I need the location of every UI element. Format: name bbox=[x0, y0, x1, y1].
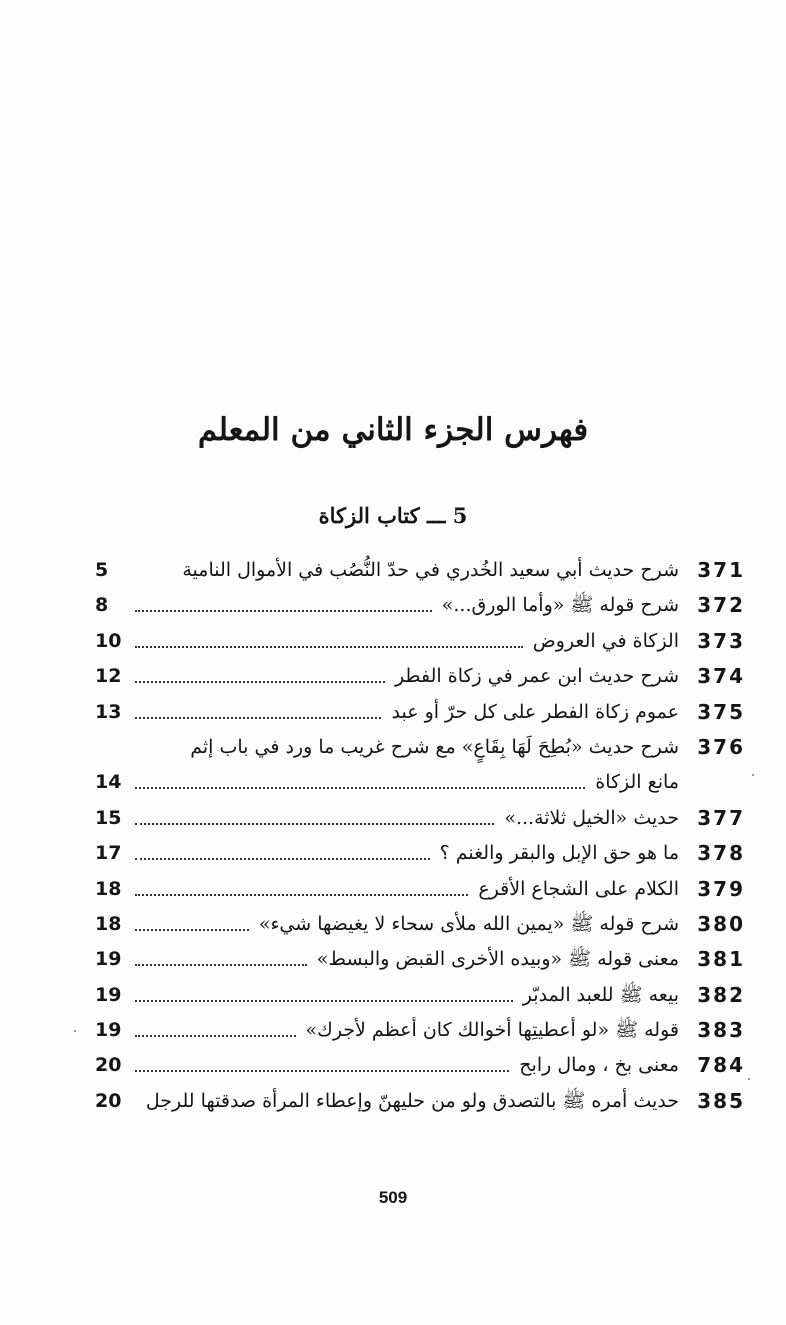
entry-number: 377 bbox=[697, 805, 745, 830]
dot-leader bbox=[135, 858, 430, 860]
entry-page: 12 bbox=[95, 665, 122, 688]
entry-number: 371 bbox=[697, 558, 745, 582]
entry-page: 10 bbox=[95, 629, 122, 652]
entry-title-line bbox=[131, 1048, 679, 1082]
entry-title-line bbox=[131, 801, 679, 835]
entry-page: 20 bbox=[95, 1089, 122, 1112]
toc-entry bbox=[95, 588, 745, 623]
entry-title-line bbox=[131, 765, 679, 799]
entry-title: شرح حديث أبي سعيد الخُدري في حدّ النُّصُب في الأموال النامية bbox=[182, 559, 679, 581]
entry-title: مانع الزكاة bbox=[595, 771, 679, 794]
page-title: فهرس الجزء الثاني من المعلم bbox=[197, 412, 589, 448]
page-number: 509 bbox=[378, 1188, 408, 1207]
dot-leader bbox=[135, 610, 432, 612]
dot-leader bbox=[135, 894, 468, 896]
entry-title: الزكاة في العروض bbox=[532, 629, 679, 652]
entry-page: 18 bbox=[95, 877, 122, 900]
scan-speck bbox=[748, 1078, 750, 1080]
entry-number: 373 bbox=[697, 628, 745, 653]
entry-title-line bbox=[131, 942, 679, 976]
entry-page: 15 bbox=[95, 806, 122, 829]
entry-number: 372 bbox=[697, 593, 745, 618]
entry-title-line bbox=[131, 730, 679, 764]
entry-title: معنى بخ ، ومال رابح bbox=[519, 1054, 679, 1077]
dot-leader bbox=[135, 1035, 296, 1037]
entry-number: 379 bbox=[697, 876, 745, 901]
dot-leader bbox=[135, 1000, 513, 1002]
entry-title-line bbox=[131, 1013, 679, 1047]
toc-entry bbox=[95, 553, 745, 588]
toc-entry bbox=[95, 1084, 745, 1119]
toc-entry bbox=[95, 1048, 745, 1083]
entry-page: 19 bbox=[95, 983, 122, 1006]
toc-entry bbox=[95, 907, 745, 942]
toc-entry bbox=[95, 659, 745, 694]
entry-number: 381 bbox=[697, 947, 745, 972]
entry-title: ما هو حق الإبل والبقر والغنم ؟ bbox=[439, 842, 679, 865]
entry-page: 19 bbox=[95, 948, 122, 971]
entry-number: 784 bbox=[697, 1053, 745, 1078]
entry-title: شرح حديث «بُطِحَ لَهَا بِقَاعٍ» مع شرح غريب ما ورد في باب إثم bbox=[190, 735, 679, 758]
entry-page: 20 bbox=[95, 1054, 122, 1077]
entry-title-line bbox=[131, 659, 679, 693]
entry-title: شرح قوله ﷺ «وأما الورق...» bbox=[441, 594, 679, 617]
entry-number: 378 bbox=[697, 841, 745, 866]
entry-page: 19 bbox=[95, 1019, 122, 1042]
entry-title: حديث «الخيل ثلاثة...» bbox=[504, 806, 679, 829]
dot-leader bbox=[135, 717, 381, 719]
entry-number: 376 bbox=[697, 734, 745, 759]
section-heading: 5 ـــ كتاب الزكاة bbox=[318, 503, 468, 528]
dot-leader bbox=[135, 964, 307, 966]
entry-number: 383 bbox=[697, 1018, 745, 1043]
toc-entry bbox=[95, 624, 745, 659]
entry-number: 380 bbox=[697, 911, 745, 936]
toc-entry bbox=[95, 1013, 745, 1048]
entry-page: 5 bbox=[95, 559, 109, 581]
entry-title-line bbox=[131, 624, 679, 658]
entry-number: 382 bbox=[697, 982, 745, 1007]
toc-entry bbox=[95, 942, 745, 977]
entry-title-line bbox=[131, 907, 679, 941]
dot-leader bbox=[135, 823, 494, 825]
entry-page: 17 bbox=[95, 842, 122, 865]
entry-number: 385 bbox=[697, 1088, 745, 1113]
toc-entry bbox=[95, 872, 745, 907]
entry-title: حديث أمره ﷺ بالتصدق ولو من حليهنّ وإعطاء المرأة صدقتها للرجل bbox=[145, 1089, 679, 1112]
dot-leader bbox=[135, 646, 523, 648]
entry-title-line bbox=[131, 872, 679, 906]
entry-page: 8 bbox=[95, 594, 109, 617]
entry-title-line bbox=[131, 836, 679, 870]
entry-number: 375 bbox=[697, 699, 745, 724]
toc-entry bbox=[95, 836, 745, 871]
entry-title: الكلام على الشجاع الأقرع bbox=[478, 877, 679, 900]
entry-number: 374 bbox=[697, 664, 745, 689]
entry-title: بيعه ﷺ للعبد المدبّر bbox=[522, 983, 679, 1006]
entry-title-line bbox=[131, 588, 679, 622]
scan-speck bbox=[752, 774, 754, 776]
dot-leader bbox=[135, 929, 249, 931]
toc-entry bbox=[95, 978, 745, 1013]
entry-page: 14 bbox=[95, 771, 122, 794]
toc-entry bbox=[95, 801, 745, 836]
entry-title-line bbox=[131, 1084, 679, 1118]
entry-title: عموم زكاة الفطر على كل حرّ أو عبد bbox=[391, 700, 679, 723]
entry-title: شرح حديث ابن عمر في زكاة الفطر bbox=[394, 665, 679, 688]
toc-entry bbox=[95, 730, 745, 801]
entry-title-line bbox=[131, 553, 679, 587]
entry-title: معنى قوله ﷺ «وبيده الأخرى القبض والبسط» bbox=[316, 948, 679, 971]
entry-title: شرح قوله ﷺ «يمين الله ملأى سحاء لا يغيضها شيء» bbox=[258, 912, 679, 935]
toc-entry bbox=[95, 695, 745, 730]
dot-leader bbox=[135, 787, 585, 789]
entry-title: قوله ﷺ «لو أعطيتِها أخوالك كان أعظم لأجرك» bbox=[305, 1019, 679, 1042]
dot-leader bbox=[135, 1070, 509, 1072]
entry-page: 18 bbox=[95, 912, 122, 935]
entry-page: 13 bbox=[95, 700, 122, 723]
table-of-contents bbox=[95, 553, 745, 1119]
entry-title-line bbox=[131, 978, 679, 1012]
scan-speck bbox=[74, 1030, 76, 1032]
dot-leader bbox=[135, 681, 385, 683]
entry-title-line bbox=[131, 695, 679, 729]
